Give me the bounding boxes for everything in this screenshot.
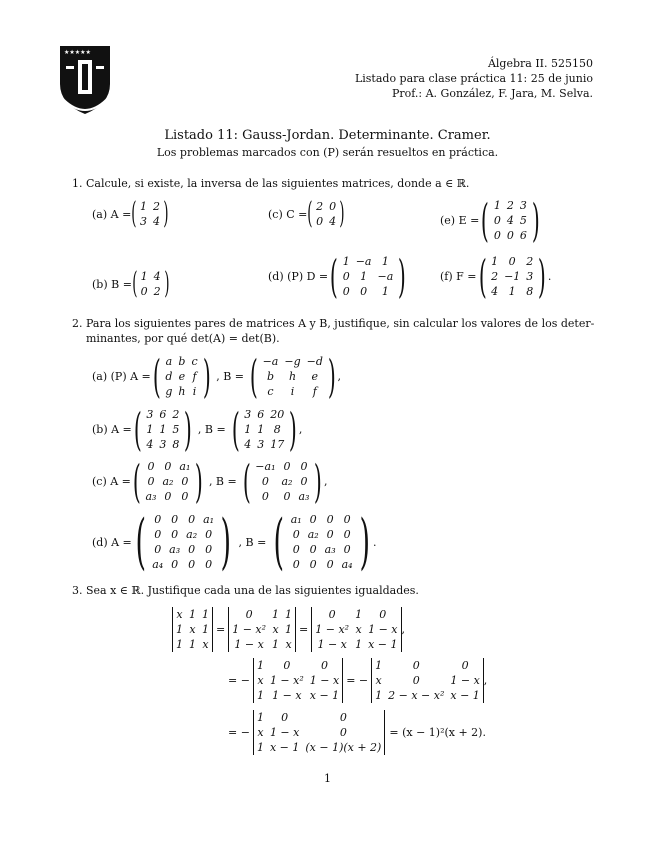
matrix-entry: 1 — [491, 255, 499, 268]
matrix-body — [149, 512, 217, 572]
matrix-entry: −a — [377, 270, 394, 283]
determinant-4 — [253, 658, 343, 703]
matrix-entry: 1 — [285, 608, 293, 621]
matrix-entry: 0 — [205, 528, 213, 541]
matrix-entry: 0 — [493, 229, 501, 242]
matrix-entry: x — [285, 638, 292, 651]
matrix-entry: 1 − x — [272, 689, 302, 702]
matrix-entry: 3 — [526, 270, 534, 283]
matrix-entry: 1 − x — [269, 726, 300, 739]
matrix-entry: 0 — [188, 543, 196, 556]
matrix-label: , B = — [216, 370, 245, 383]
matrix-body — [162, 354, 200, 399]
matrix-entry: 1 — [189, 638, 196, 651]
matrix-entry: 1 — [355, 608, 363, 621]
matrix-entry: 0 — [171, 558, 179, 571]
determinant-body — [228, 607, 296, 652]
matrix-entry: f — [192, 370, 197, 383]
matrix-entry: 2 — [506, 199, 514, 212]
right-paren: ) — [538, 250, 547, 303]
matrix-entry: 1 − x — [309, 674, 340, 687]
matrix-label: (d) (P) D = — [268, 270, 329, 283]
matrix-entry: a — [165, 355, 173, 368]
matrix-entry: 0 — [343, 513, 351, 526]
matrix-entry: 2 — [491, 270, 499, 283]
matrix-entry: 0 — [461, 659, 469, 672]
matrix-entry: b — [266, 370, 274, 383]
matrix-entry: x — [355, 623, 362, 636]
matrix-E — [479, 194, 541, 247]
matrix-entry: 0 — [329, 200, 337, 213]
matrix-entry: 6 — [159, 408, 167, 421]
matrix-entry: 0 — [245, 608, 253, 621]
matrix-C — [307, 196, 345, 231]
problem-1e — [440, 194, 541, 247]
matrix-A — [132, 403, 194, 456]
matrix-entry: −1 — [504, 270, 521, 283]
matrix-entry: 20 — [270, 408, 285, 421]
matrix-entry: x — [375, 674, 382, 687]
matrix-entry: x — [272, 623, 279, 636]
matrix-entry: 8 — [526, 285, 534, 298]
matrix-entry: 3 — [146, 408, 154, 421]
determinant-3 — [311, 607, 401, 652]
left-paren: ( — [249, 350, 258, 403]
matrix-entry: −g — [284, 355, 301, 368]
matrix-entry: i — [192, 385, 197, 398]
left-paren: ( — [273, 507, 285, 577]
matrix-entry: −d — [306, 355, 323, 368]
right-paren: ) — [289, 403, 297, 456]
matrix-entry: 0 — [339, 711, 347, 724]
left-paren: ( — [481, 194, 490, 247]
matrix-entry: 0 — [205, 543, 213, 556]
matrix-entry: 1 — [272, 638, 280, 651]
matrix-entry: 0 — [316, 215, 324, 228]
matrix-entry: 1 — [176, 623, 183, 636]
matrix-entry: a₂ — [186, 528, 198, 541]
matrix-entry: 1 — [256, 689, 264, 702]
matrix-entry: 1 — [493, 199, 501, 212]
left-paren: ( — [152, 350, 161, 403]
right-paren: ) — [202, 350, 211, 403]
matrix-entry: 0 — [283, 659, 291, 672]
matrix-body — [491, 198, 530, 243]
matrix-entry: x − 1 — [309, 689, 340, 702]
matrix-entry: (x − 1)(x + 2) — [305, 741, 382, 754]
matrix-entry: 0 — [300, 475, 308, 488]
matrix-entry: 0 — [261, 490, 269, 503]
matrix-entry: 0 — [360, 285, 368, 298]
matrix-entry: x — [202, 638, 209, 651]
matrix-entry: 3 — [519, 199, 527, 212]
left-paren: ( — [131, 196, 137, 231]
right-paren: ) — [195, 455, 204, 508]
matrix-entry: 0 — [147, 475, 155, 488]
matrix-entry: 1 — [360, 270, 368, 283]
matrix-entry: 17 — [270, 438, 285, 451]
matrix-entry: 4 — [506, 214, 514, 227]
matrix-entry: x − 1 — [269, 741, 300, 754]
matrix-entry: 0 — [181, 475, 189, 488]
matrix-entry: 1 — [256, 711, 264, 724]
matrix-entry: 4 — [491, 285, 499, 298]
matrix-entry: 3 — [159, 438, 167, 451]
matrix-entry: a₁ — [203, 513, 215, 526]
matrix-label: (a) A = — [92, 207, 132, 221]
matrix-entry: 1 − x² — [232, 623, 267, 636]
problem-3-line3: = − 1 0 0 x 1 − x 0 1 x − 1 (x − 1)(x + 2) = (x − 1)²(x + 2). — [228, 711, 486, 754]
matrix-entry: 1 − x — [234, 638, 264, 651]
matrix-A — [131, 196, 169, 231]
problem-3-line2: = − 1 0 0 x 1 − x² 1 − x 1 1 − x x − 1 = − 1 0 0 x 0 1 − x 1 2 − x − x² x − 1 , — [228, 659, 488, 702]
matrix-entry: 0 — [292, 558, 300, 571]
matrix-body — [143, 407, 182, 452]
matrix-A — [132, 507, 235, 577]
matrix-entry: 1 — [342, 255, 350, 268]
professors: Prof.: A. González, F. Jara, M. Selva. — [391, 87, 593, 100]
matrix-entry: x — [189, 623, 196, 636]
matrix-entry: i — [290, 385, 295, 398]
right-paren: ) — [359, 507, 370, 577]
matrix-entry: 0 — [147, 460, 155, 473]
matrix-label: (d) A = — [92, 535, 132, 549]
problem-3-line1: x 1 1 1 x 1 1 1 x = 0 1 1 1 − x² x 1 1 − x 1 x = 0 1 0 1 − x² x 1 − x 1 − x 1 x − 1 , — [172, 607, 405, 652]
right-paren: ) — [398, 250, 406, 303]
matrix-A — [131, 455, 205, 508]
matrix-entry: 0 — [493, 214, 501, 227]
left-paren: ( — [329, 250, 338, 303]
matrix-entry: x — [257, 674, 264, 687]
matrix-entry: 1 — [176, 638, 183, 651]
matrix-entry: 0 — [140, 285, 148, 298]
matrix-entry: x — [257, 726, 264, 739]
matrix-entry: e — [311, 370, 319, 383]
matrix-entry: −a — [262, 355, 279, 368]
matrix-entry: 4 — [153, 215, 161, 228]
matrix-entry: 0 — [328, 608, 336, 621]
matrix-entry: 2 — [153, 200, 161, 213]
matrix-entry: 2 − x − x² — [388, 689, 445, 702]
matrix-entry: 0 — [343, 543, 351, 556]
left-paren: ( — [132, 455, 141, 508]
page-number: 1 — [324, 772, 331, 785]
matrix-B — [270, 507, 373, 577]
matrix-entry: x — [176, 608, 183, 621]
problem-2a: (a) (P) A = ( a b c d e f g h i ) , B = ( −a −g −d b h e c i f ) , — [92, 350, 341, 403]
left-paren: ( — [478, 250, 487, 303]
matrix-entry: 1 — [285, 623, 293, 636]
matrix-entry: 0 — [154, 528, 162, 541]
matrix-entry: 0 — [292, 528, 300, 541]
right-paren: ) — [184, 403, 193, 456]
matrix-entry: 0 — [171, 528, 179, 541]
matrix-entry: 1 — [244, 423, 252, 436]
matrix-entry: 0 — [342, 285, 350, 298]
matrix-entry: 0 — [164, 460, 172, 473]
determinant-body — [253, 658, 343, 703]
right-paren: ) — [327, 350, 336, 403]
problem-1c — [268, 196, 345, 231]
course-header — [355, 56, 593, 101]
matrix-body — [313, 199, 339, 229]
matrix-entry: x − 1 — [450, 689, 480, 702]
matrix-label: (b) A = — [92, 423, 132, 436]
matrix-entry: c — [267, 385, 274, 398]
matrix-entry: 0 — [326, 513, 334, 526]
matrix-body — [142, 459, 193, 504]
svg-text:★★★★★: ★★★★★ — [64, 49, 91, 56]
right-paren: ) — [339, 196, 345, 231]
matrix-entry: 4 — [329, 215, 337, 228]
matrix-entry: 1 — [508, 285, 516, 298]
matrix-entry: 8 — [273, 423, 281, 436]
matrix-entry: a₃ — [145, 490, 157, 503]
problem-2-statement-line2: minantes, por qué det(A) = det(B). — [86, 332, 280, 345]
matrix-entry: 2 — [526, 255, 534, 268]
matrix-entry: 1 − x² — [315, 623, 350, 636]
matrix-B — [248, 350, 337, 403]
matrix-entry: 5 — [519, 214, 527, 227]
matrix-label: (f) F = — [440, 270, 477, 283]
matrix-entry: 0 — [412, 659, 420, 672]
matrix-entry: 2 — [153, 285, 161, 298]
left-paren: ( — [307, 196, 313, 231]
matrix-entry: 0 — [188, 513, 196, 526]
matrix-entry: a₂ — [162, 475, 174, 488]
matrix-entry: 1 — [140, 270, 148, 283]
matrix-entry: 1 — [272, 608, 280, 621]
right-paren: ) — [163, 196, 169, 231]
matrix-entry: 1 — [375, 689, 383, 702]
matrix-label: (c) C = — [268, 207, 308, 221]
matrix-entry: a₄ — [341, 558, 353, 571]
matrix-entry: 1 — [375, 659, 383, 672]
matrix-entry: h — [178, 385, 186, 398]
matrix-entry: a₄ — [152, 558, 164, 571]
matrix-entry: 1 − x — [317, 638, 347, 651]
matrix-entry: 0 — [181, 490, 189, 503]
matrix-entry: d — [165, 370, 173, 383]
problem-2c: (c) A = ( 0 0 a₁ 0 a₂ 0 a₃ 0 0 ) , B = ( −a₁ 0 0 0 a₂ 0 0 0 a₃ ) , — [92, 455, 328, 508]
matrix-entry: 1 — [256, 659, 264, 672]
matrix-entry: 0 — [261, 475, 269, 488]
left-paren: ( — [133, 403, 142, 456]
matrix-entry: a₃ — [169, 543, 181, 556]
determinant-5 — [371, 658, 484, 703]
matrix-label: , B = — [197, 423, 226, 436]
matrix-entry: 4 — [244, 438, 252, 451]
matrix-entry: c — [191, 355, 198, 368]
matrix-label: , B = — [208, 475, 237, 488]
matrix-entry: 0 — [309, 558, 317, 571]
matrix-entry: 1 — [355, 638, 363, 651]
matrix-entry: f — [312, 385, 317, 398]
matrix-entry: 0 — [154, 513, 162, 526]
matrix-body — [488, 254, 536, 299]
matrix-body — [288, 512, 356, 572]
matrix-body — [340, 254, 397, 299]
matrix-entry: 8 — [172, 438, 180, 451]
right-paren: ) — [531, 194, 540, 247]
matrix-entry: 0 — [188, 558, 196, 571]
matrix-body — [252, 459, 312, 504]
problem-1b — [92, 266, 170, 301]
matrix-entry: 1 — [202, 608, 209, 621]
determinant-body — [311, 607, 401, 652]
matrix-label: (c) A = — [92, 475, 131, 488]
practice-date: Listado para clase práctica 11: 25 de junio — [354, 72, 593, 85]
right-paren: ) — [163, 266, 170, 301]
matrix-D — [328, 250, 408, 303]
matrix-label: (b) B = — [92, 277, 132, 291]
matrix-entry: 1 — [256, 741, 264, 754]
problem-2-statement-line1: 2. Para los siguientes pares de matrices A y B, justifique, sin calcular los valores de los deter- — [72, 317, 595, 330]
determinant-1 — [172, 607, 213, 652]
matrix-entry: 0 — [508, 255, 516, 268]
determinant-6 — [253, 710, 385, 755]
matrix-entry: 1 — [202, 623, 209, 636]
matrix-entry: 0 — [342, 270, 350, 283]
matrix-body — [241, 407, 287, 452]
matrix-entry: 1 — [159, 423, 167, 436]
left-paren: ( — [135, 507, 146, 577]
matrix-entry: 0 — [343, 528, 351, 541]
matrix-entry: 0 — [292, 543, 300, 556]
matrix-entry: e — [178, 370, 186, 383]
determinant-body — [253, 710, 385, 755]
matrix-entry: 4 — [153, 270, 161, 283]
matrix-entry: 0 — [320, 659, 328, 672]
matrix-entry: 1 — [257, 423, 265, 436]
problem-1f: (f) F = ( 1 0 2 2 −1 3 4 1 8 ) . — [440, 250, 552, 303]
matrix-entry: 1 — [381, 255, 389, 268]
matrix-entry: 0 — [164, 490, 172, 503]
university-seal-logo — [58, 44, 112, 118]
matrix-entry: 1 — [146, 423, 154, 436]
matrix-entry: x − 1 — [368, 638, 398, 651]
matrix-body — [260, 354, 326, 399]
matrix-entry: 2 — [172, 408, 180, 421]
matrix-body — [137, 199, 163, 229]
matrix-entry: 0 — [283, 460, 291, 473]
course-name: Álgebra II. 525150 — [487, 57, 593, 70]
matrix-label: , B = — [238, 535, 267, 549]
matrix-entry: 0 — [300, 460, 308, 473]
problem-2d: (d) A = ( 0 0 0 a₁ 0 0 a₂ 0 0 a₃ 0 0 a₄ 0 0 0 ) , B = ( a₁ 0 0 0 0 a₂ 0 0 0 0 a₃ 0 0 0 0 a₄ ) . — [92, 507, 377, 577]
determinant-2 — [228, 607, 296, 652]
matrix-entry: a₁ — [179, 460, 191, 473]
problem-3-statement: 3. Sea x ∈ ℝ. Justifique cada una de las siguientes igualdades. — [72, 584, 419, 597]
left-paren: ( — [242, 455, 251, 508]
matrix-entry: 3 — [140, 215, 148, 228]
matrix-entry: a₃ — [298, 490, 310, 503]
matrix-entry: 0 — [281, 711, 289, 724]
page-subtitle: Los problemas marcados con (P) serán resueltos en práctica. — [156, 146, 499, 159]
matrix-entry: a₂ — [307, 528, 319, 541]
right-paren: ) — [314, 455, 323, 508]
matrix-entry: h — [288, 370, 297, 383]
problem-1-statement: 1. Calcule, si existe, la inversa de las siguientes matrices, donde a ∈ ℝ. — [72, 177, 470, 190]
matrix-B — [132, 266, 170, 301]
matrix-entry: a₃ — [324, 543, 336, 556]
matrix-entry: 0 — [309, 513, 317, 526]
matrix-entry: 3 — [257, 438, 265, 451]
matrix-entry: 6 — [519, 229, 527, 242]
matrix-B — [241, 455, 324, 508]
matrix-label: (e) E = — [440, 214, 480, 227]
matrix-entry: −a — [355, 255, 372, 268]
matrix-entry: a₁ — [290, 513, 302, 526]
matrix-entry: 3 — [244, 408, 252, 421]
matrix-entry: b — [178, 355, 186, 368]
matrix-entry: 1 — [381, 285, 389, 298]
matrix-B — [230, 403, 299, 456]
matrix-entry: 0 — [506, 229, 514, 242]
matrix-entry: 1 − x — [368, 623, 398, 636]
page-title: Listado 11: Gauss-Jordan. Determinante. Cramer. — [164, 128, 491, 143]
matrix-entry: g — [165, 385, 173, 398]
final-result: = (x − 1)²(x + 2). — [389, 726, 486, 739]
matrix-entry: 0 — [205, 558, 213, 571]
matrix-F — [477, 250, 548, 303]
matrix-entry: 2 — [316, 200, 324, 213]
matrix-body — [138, 269, 164, 299]
matrix-entry: 0 — [283, 490, 291, 503]
matrix-entry: a₂ — [281, 475, 293, 488]
matrix-entry: −a₁ — [255, 460, 276, 473]
determinant-body — [172, 607, 213, 652]
matrix-entry: 0 — [326, 528, 334, 541]
determinant-body — [371, 658, 484, 703]
matrix-entry: 6 — [257, 408, 265, 421]
right-paren: ) — [220, 507, 232, 577]
problem-1d — [268, 250, 408, 303]
problem-1a — [92, 196, 169, 231]
matrix-entry: 0 — [171, 513, 179, 526]
matrix-entry: 0 — [339, 726, 347, 739]
left-paren: ( — [132, 266, 138, 301]
matrix-entry: 0 — [309, 543, 317, 556]
matrix-label: (a) (P) A = — [92, 370, 151, 383]
matrix-entry: 4 — [146, 438, 154, 451]
matrix-entry: 0 — [412, 674, 420, 687]
matrix-entry: 1 — [189, 608, 196, 621]
problem-2b: (b) A = ( 3 6 2 1 1 5 4 3 8 ) , B = ( 3 6 20 1 1 8 4 3 17 ) , — [92, 403, 303, 456]
matrix-entry: 0 — [326, 558, 334, 571]
matrix-entry: 1 − x² — [269, 674, 304, 687]
matrix-entry: 1 − x — [450, 674, 480, 687]
left-paren: ( — [231, 403, 240, 456]
matrix-entry: 1 — [140, 200, 148, 213]
matrix-A — [151, 350, 212, 403]
matrix-entry: 0 — [379, 608, 387, 621]
matrix-entry: 5 — [172, 423, 180, 436]
matrix-entry: 0 — [154, 543, 162, 556]
